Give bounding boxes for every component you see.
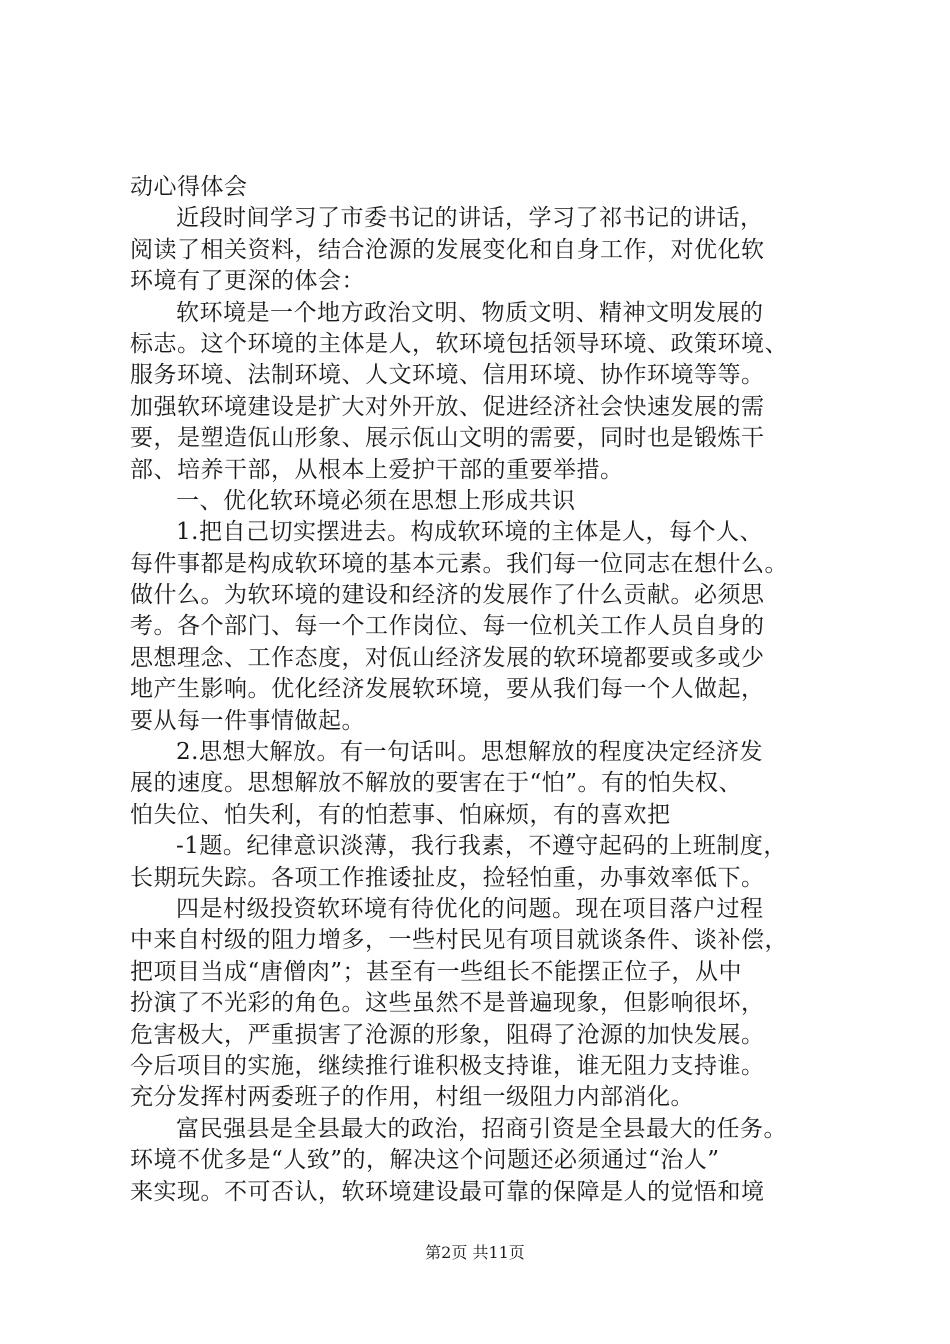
text-line: 来实现。不可否认，软环境建设最可靠的保障是人的觉悟和境: [130, 1178, 765, 1205]
document-body: [130, 172, 840, 1208]
text-line: 服务环境、法制环境、人文环境、信用环境、协作环境等等。: [130, 362, 765, 389]
text-line: 近段时间学习了市委书记的讲话，学习了祁书记的讲话，: [176, 205, 764, 232]
section-heading: 一、优化软环境必须在思想上形成共识: [176, 487, 576, 514]
text-line: 危害极大，严重损害了沧源的形象，阻碍了沧源的加快发展。: [130, 1021, 765, 1048]
text-line: 软环境是一个地方政治文明、物质文明、精神文明发展的: [176, 299, 764, 326]
text-line: 部、培养干部，从根本上爱护干部的重要举措。: [130, 456, 624, 483]
text-line: 2.思想大解放。有一句话叫。思想解放的程度决定经济发: [176, 739, 763, 766]
text-line: 怕失位、怕失利，有的怕惹事、怕麻烦，有的喜欢把: [130, 801, 671, 828]
text-line: 环境有了更深的体会：: [130, 268, 365, 295]
text-line: 地产生影响。优化经济发展软环境，要从我们每一个人做起，: [130, 676, 765, 703]
text-line: -1题。纪律意识淡薄，我行我素，不遵守起码的上班制度，: [176, 833, 787, 860]
text-line: 标志。这个环境的主体是人，软环境包括领导环境、政策环境、: [130, 330, 788, 357]
text-line: 动心得体会: [130, 174, 248, 200]
text-line: 富民强县是全县最大的政治，招商引资是全县最大的任务。: [176, 1115, 787, 1142]
text-line: 要，是塑造佤山形象、展示佤山文明的需要，同时也是锻炼干: [130, 425, 765, 452]
page-number-footer: 第2页 共11页: [425, 1243, 525, 1262]
text-line: 1.把自己切实摆进去。构成软环境的主体是人，每个人、: [176, 519, 763, 546]
text-line: 把项目当成“唐僧肉”；甚至有一些组长不能摆正位子，从中: [130, 958, 743, 985]
text-line: 思想理念、工作态度，对佤山经济发展的软环境都要或多或少: [130, 644, 765, 671]
text-line: 每件事都是构成软环境的基本元素。我们每一位同志在想什么。: [130, 550, 788, 577]
text-line: 加强软环境建设是扩大对外开放、促进经济社会快速发展的需: [130, 393, 765, 420]
text-line: 长期玩失踪。各项工作推诿扯皮，捡轻怕重，办事效率低下。: [130, 864, 765, 891]
text-line: 四是村级投资软环境有待优化的问题。现在项目落户过程: [176, 895, 764, 922]
text-line: 做什么。为软环境的建设和经济的发展作了什么贡献。必须思: [130, 582, 765, 609]
text-line: 今后项目的实施，继续推行谁积极支持谁，谁无阻力支持谁。: [130, 1052, 765, 1079]
text-line: 考。各个部门、每一个工作岗位、每一位机关工作人员自身的: [130, 613, 765, 640]
text-line: 要从每一件事情做起。: [130, 707, 365, 734]
text-line: 环境不优多是“人致”的，解决这个问题还必须通过“治人”: [130, 1147, 720, 1174]
text-line: 阅读了相关资料，结合沧源的发展变化和自身工作，对优化软: [130, 236, 765, 263]
text-line: 展的速度。思想解放不解放的要害在于“怕”。有的怕失权、: [130, 770, 743, 797]
text-line: 扮演了不光彩的角色。这些虽然不是普遍现象，但影响很坏，: [130, 990, 765, 1017]
text-line: 充分发挥村两委班子的作用，村组一级阻力内部消化。: [130, 1084, 694, 1111]
text-line: 中来自村级的阻力增多，一些村民见有项目就谈条件、谈补偿，: [130, 927, 788, 954]
